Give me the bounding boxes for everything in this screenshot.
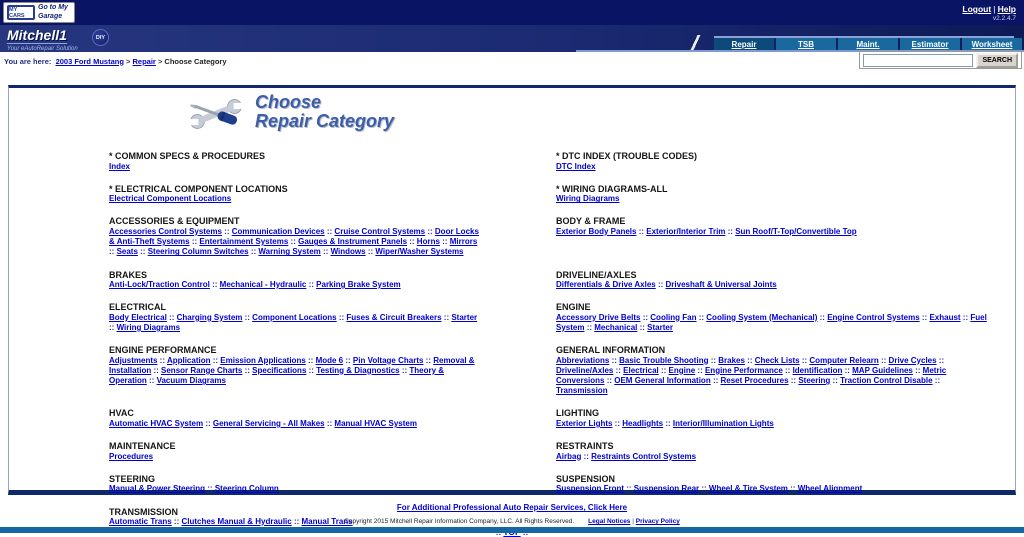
category-heading: * WIRING DIAGRAMS-ALL (556, 183, 668, 194)
link-separator: :: (640, 312, 651, 322)
link-separator: :: (209, 280, 220, 290)
category-link[interactable]: Mode 6 (315, 355, 344, 365)
category-link[interactable]: Basic Trouble Shooting (619, 355, 709, 365)
category-link[interactable]: Procedures (109, 451, 154, 461)
category-link[interactable]: Removal & Installation (109, 355, 475, 375)
category-heading: BRAKES (109, 269, 148, 280)
category-link[interactable]: Specifications (252, 365, 307, 375)
category-link-list (109, 356, 484, 387)
category-heading: LIGHTING (556, 408, 599, 419)
link-separator: :: (157, 355, 167, 365)
category-link[interactable]: Driveshaft & Universal Joints (665, 280, 777, 290)
category-link[interactable]: Sensor Range Charts (161, 365, 243, 375)
link-separator: :: (584, 322, 595, 332)
link-separator: :: (655, 280, 666, 290)
legal-notices-link[interactable]: Legal Notices (588, 518, 631, 525)
category-heading: STEERING (109, 473, 156, 484)
link-separator: :: (210, 355, 221, 365)
top-bar (0, 0, 1024, 25)
my-cars-plate-icon: MY CARS (7, 5, 35, 20)
link-separator: :: (637, 322, 648, 332)
category-section (109, 184, 484, 205)
category-heading: ELECTRICAL (109, 302, 166, 313)
category-link[interactable]: Headlights (622, 418, 664, 428)
tab-repair[interactable]: Repair (714, 38, 774, 51)
additional-services-link[interactable]: For Additional Professional Auto Repair Services, Click Here (396, 503, 628, 512)
page-title-line1: Choose (255, 92, 322, 112)
category-heading: SUSPENSION (556, 473, 616, 484)
bottom-bar (0, 527, 1024, 533)
link-separator: :: (663, 418, 673, 428)
link-separator: :: (221, 226, 232, 236)
category-link[interactable]: Automatic HVAC System (109, 418, 204, 428)
category-section (556, 441, 992, 462)
search-input[interactable] (863, 54, 973, 67)
category-link[interactable]: Electrical (623, 365, 659, 375)
category-link[interactable]: Wiring Diagrams (116, 322, 181, 332)
category-grid (109, 151, 1015, 527)
category-link-list (556, 280, 992, 290)
tab-maint[interactable]: Maint. (838, 38, 898, 51)
category-section (109, 345, 484, 396)
category-link[interactable]: Engine Performance (704, 365, 783, 375)
category-link[interactable]: DTC Index (556, 161, 596, 171)
category-section (109, 441, 484, 462)
category-heading: * ELECTRICAL COMPONENT LOCATIONS (109, 183, 288, 194)
mitchell1-logo (7, 27, 78, 52)
category-link-list (109, 313, 484, 333)
link-separator: :: (305, 355, 316, 365)
category-section (109, 216, 484, 257)
category-section (556, 270, 992, 291)
link-separator: :: (441, 312, 452, 322)
category-section (556, 151, 992, 172)
category-heading: DRIVELINE/AXLES (556, 269, 637, 280)
breadcrumb-vehicle-link[interactable]: 2003 Ford Mustang (55, 56, 124, 66)
category-heading: * COMMON SPECS & PROCEDURES (109, 151, 266, 161)
category-link[interactable]: Exterior/Interior Trim (646, 226, 726, 236)
category-section (109, 270, 484, 291)
category-link[interactable]: Seats (116, 247, 138, 257)
category-link[interactable]: Wiring Diagrams (556, 194, 620, 204)
link-separator: :: (306, 280, 317, 290)
link-separator: :: (242, 365, 253, 375)
brand-tagline: Your eAutoRepair Solution (7, 46, 78, 52)
link-separator: :: (171, 517, 182, 527)
category-link[interactable]: Cruise Control Systems (334, 226, 426, 236)
category-link[interactable]: Metric Conversions (556, 365, 947, 386)
category-section (556, 408, 992, 429)
page-title (255, 93, 394, 131)
link-separator: :: (324, 418, 335, 428)
link-separator: :: (696, 312, 707, 322)
category-link[interactable]: Suspension Rear (633, 484, 700, 494)
breadcrumb-current: Choose Category (164, 56, 227, 66)
link-separator: :: (912, 365, 923, 375)
category-link[interactable]: Fuel System (556, 312, 987, 332)
legal-links (588, 518, 680, 525)
category-link-list (556, 313, 992, 333)
category-heading: HVAC (109, 408, 134, 419)
category-link[interactable]: Gauges & Instrument Panels (298, 237, 408, 247)
category-link-list (556, 452, 992, 462)
category-link[interactable]: Parking Brake System (316, 280, 401, 290)
link-separator: :: (799, 355, 810, 365)
link-separator: :: (291, 517, 302, 527)
category-link[interactable]: Charging System (176, 312, 243, 322)
category-link-list (109, 227, 484, 258)
category-link-list (556, 162, 992, 172)
link-separator: :: (336, 312, 347, 322)
link-separator: :: (425, 226, 435, 236)
search-box (859, 51, 1022, 69)
link-separator: :: (842, 365, 853, 375)
link-pipe: | (993, 4, 996, 14)
category-link[interactable]: Reset Procedures (720, 376, 789, 386)
category-link[interactable]: Accessories Control Systems (109, 226, 222, 236)
link-separator: :: (439, 237, 450, 247)
copyright-text: Copyright 2015 Mitchell Repair Information Company, LLC. All Rights Reserved. (344, 518, 575, 525)
link-separator: :: (288, 237, 299, 247)
category-link[interactable]: Pin Voltage Charts (352, 355, 424, 365)
category-link[interactable]: Starter (451, 312, 478, 322)
link-separator: :: (830, 376, 841, 386)
category-heading: * DTC INDEX (TROUBLE CODES) (556, 151, 698, 161)
category-link-list (556, 194, 992, 204)
breadcrumb-repair-link[interactable]: Repair (132, 56, 156, 66)
category-link[interactable]: Testing & Diagnostics (316, 365, 400, 375)
breadcrumb (0, 52, 620, 70)
category-link[interactable]: Brakes (718, 355, 745, 365)
link-pipe: | (632, 518, 634, 525)
category-link[interactable]: Index (109, 161, 130, 171)
copyright-line (0, 518, 1024, 525)
category-link[interactable]: Cooling System (Mechanical) (706, 312, 818, 322)
category-link[interactable]: Driveline/Axles (556, 365, 614, 375)
link-separator: :: (936, 355, 945, 365)
logout-link[interactable]: Logout (962, 4, 992, 14)
category-link[interactable]: Horns (416, 237, 440, 247)
link-separator: :: (109, 322, 117, 332)
link-separator: :: (817, 312, 828, 322)
category-link[interactable]: Transmission (556, 386, 608, 396)
category-link[interactable]: Exterior Lights (556, 418, 613, 428)
category-link[interactable]: Fuses & Circuit Breakers (346, 312, 442, 322)
category-link[interactable]: Emission Applications (220, 355, 306, 365)
privacy-policy-link[interactable]: Privacy Policy (635, 518, 680, 525)
category-link[interactable]: Traction Control Disable (840, 376, 933, 386)
link-separator: :: (248, 247, 259, 257)
category-heading: TRANSMISSION (109, 506, 179, 517)
category-link-list (556, 419, 992, 429)
category-link[interactable]: Airbag (556, 451, 582, 461)
category-link[interactable]: Application (166, 355, 211, 365)
tab-estimator[interactable]: Estimator (900, 38, 960, 51)
link-separator: :: (146, 376, 157, 386)
repair-tools-icon (187, 93, 245, 135)
category-link-list (556, 484, 992, 494)
category-link[interactable]: Body Electrical (109, 312, 167, 322)
category-link-list (109, 484, 484, 494)
category-link[interactable]: Manual Trans (301, 517, 353, 527)
category-link-list (109, 419, 484, 429)
link-separator: :: (708, 355, 719, 365)
category-link[interactable]: Mechanical (594, 322, 638, 332)
category-link[interactable]: Engine Control Systems (827, 312, 920, 322)
category-link-list (109, 162, 484, 172)
go-to-my-garage-button[interactable] (3, 2, 75, 23)
link-separator: :: (306, 365, 317, 375)
link-separator: :: (423, 355, 434, 365)
link-separator: :: (788, 376, 799, 386)
category-link[interactable]: Steering Column Switches (147, 247, 249, 257)
mitchell1-logo-text: Mitchell1 (7, 27, 67, 43)
tab-worksheet[interactable]: Worksheet (962, 38, 1022, 51)
link-separator: :: (624, 484, 634, 494)
category-heading: RESTRAINTS (556, 441, 614, 452)
category-link[interactable]: Wheel & Tire System (708, 484, 788, 494)
category-link[interactable]: Clutches Manual & Hydraulic (181, 517, 292, 527)
category-section (556, 184, 992, 205)
link-separator: :: (710, 376, 721, 386)
category-link[interactable]: OEM General Information (614, 376, 711, 386)
category-link[interactable]: Cooling Fan (650, 312, 697, 322)
link-separator: :: (787, 484, 798, 494)
category-link[interactable]: Adjustments (109, 355, 158, 365)
category-heading: BODY & FRAME (556, 216, 626, 227)
category-heading: GENERAL INFORMATION (556, 345, 666, 356)
category-link[interactable]: Mirrors (449, 237, 478, 247)
link-separator: :: (203, 418, 213, 428)
category-link[interactable]: Computer Relearn (809, 355, 879, 365)
category-link[interactable]: Identification (792, 365, 843, 375)
go-to-my-garage-label: Go to My Garage (38, 4, 68, 20)
category-section (556, 216, 992, 257)
category-link[interactable]: Component Locations (252, 312, 337, 322)
link-separator: :: (189, 237, 200, 247)
category-link[interactable]: Door Locks & Anti-Theft Systems (109, 226, 479, 247)
category-link[interactable]: Wheel Alignment (797, 484, 863, 494)
link-separator: :: (612, 418, 623, 428)
category-link-list (109, 280, 484, 290)
category-link[interactable]: Exhaust (929, 312, 961, 322)
category-link[interactable]: Sun Roof/T-Top/Convertible Top (735, 226, 857, 236)
category-link[interactable]: Suspension Front (556, 484, 624, 494)
category-link-list (556, 356, 992, 397)
category-link[interactable]: Theory & Operation (109, 365, 445, 386)
category-heading: ENGINE (556, 302, 591, 313)
category-link[interactable]: Abbreviations (556, 355, 610, 365)
category-link[interactable]: Windows (330, 247, 366, 257)
session-links (962, 4, 1016, 14)
category-link[interactable]: Electrical Component Locations (109, 194, 232, 204)
category-link[interactable]: Anti-Lock/Traction Control (109, 280, 210, 290)
category-link[interactable]: MAP Guidelines (852, 365, 913, 375)
category-link[interactable]: Differentials & Drive Axles (556, 280, 656, 290)
category-link[interactable]: Interior/Illumination Lights (672, 418, 774, 428)
link-separator: :: (699, 484, 709, 494)
link-separator: :: (407, 237, 417, 247)
link-separator: :: (782, 365, 793, 375)
category-link[interactable]: Vacuum Diagrams (156, 376, 226, 386)
link-separator: :: (151, 365, 162, 375)
category-link[interactable]: General Servicing - All Makes (212, 418, 325, 428)
link-separator: :: (205, 484, 215, 494)
link-separator: :: (744, 355, 755, 365)
breadcrumb-separator: > (157, 56, 163, 66)
tab-slash-decoration (684, 35, 706, 51)
breadcrumb-separator: > (126, 56, 131, 66)
category-section (109, 302, 484, 333)
page-title-line2: Repair Category (255, 111, 395, 131)
diy-badge-icon: DIY (92, 29, 109, 46)
link-separator: :: (878, 355, 889, 365)
category-section (556, 474, 992, 495)
category-link-list (109, 194, 484, 204)
category-section (109, 151, 484, 172)
category-link[interactable]: Entertainment Systems (199, 237, 289, 247)
category-link[interactable]: Drive Cycles (888, 355, 937, 365)
search-button[interactable]: SEARCH (976, 53, 1018, 68)
link-separator: :: (604, 376, 615, 386)
link-separator: :: (343, 355, 353, 365)
category-link-list (109, 452, 484, 462)
link-separator: :: (399, 365, 410, 375)
link-separator: :: (365, 247, 376, 257)
category-link-list (556, 227, 992, 237)
link-separator: :: (320, 247, 331, 257)
page-title-block (187, 93, 1015, 139)
link-separator: :: (636, 226, 647, 236)
category-section (109, 408, 484, 429)
category-link[interactable]: Accessory Drive Belts (556, 312, 641, 322)
version-label: v2.2.4.7 (992, 15, 1016, 22)
link-separator: :: (725, 226, 736, 236)
category-section (556, 302, 992, 333)
category-link[interactable]: Manual HVAC System (334, 418, 417, 428)
category-heading: ACCESSORIES & EQUIPMENT (109, 216, 240, 227)
category-section (109, 474, 484, 495)
category-link[interactable]: Check Lists (754, 355, 800, 365)
link-separator: :: (324, 226, 335, 236)
link-separator: :: (919, 312, 930, 322)
category-link[interactable]: Warning System (258, 247, 321, 257)
category-link[interactable]: Steering (798, 376, 831, 386)
help-link[interactable]: Help (997, 4, 1016, 14)
category-link[interactable]: Mechanical - Hydraulic (219, 280, 307, 290)
category-link[interactable]: Manual & Power Steering (109, 484, 206, 494)
link-separator: :: (613, 365, 624, 375)
tab-tsb[interactable]: TSB (776, 38, 836, 51)
link-separator: :: (166, 312, 177, 322)
category-link[interactable]: Starter (647, 322, 673, 332)
link-separator: :: (932, 376, 941, 386)
category-link[interactable]: Exterior Body Panels (556, 226, 637, 236)
category-link[interactable]: Engine (668, 365, 696, 375)
link-separator: :: (695, 365, 705, 375)
breadcrumb-prefix: You are here: (4, 56, 52, 66)
link-separator: :: (960, 312, 971, 322)
category-link[interactable]: Restraints Control Systems (591, 451, 697, 461)
link-separator: :: (242, 312, 253, 322)
category-section (556, 345, 992, 396)
link-separator: :: (137, 247, 148, 257)
category-link[interactable]: Automatic Trans (109, 517, 172, 527)
category-heading: MAINTENANCE (109, 441, 176, 452)
link-separator: :: (109, 247, 117, 257)
link-separator: :: (658, 365, 669, 375)
category-link[interactable]: Wiper/Washer Systems (375, 247, 464, 257)
category-link[interactable]: Communication Devices (231, 226, 325, 236)
category-link[interactable]: Steering Column (214, 484, 279, 494)
link-separator: :: (609, 355, 620, 365)
link-separator: :: (581, 451, 592, 461)
category-heading: ENGINE PERFORMANCE (109, 345, 217, 356)
